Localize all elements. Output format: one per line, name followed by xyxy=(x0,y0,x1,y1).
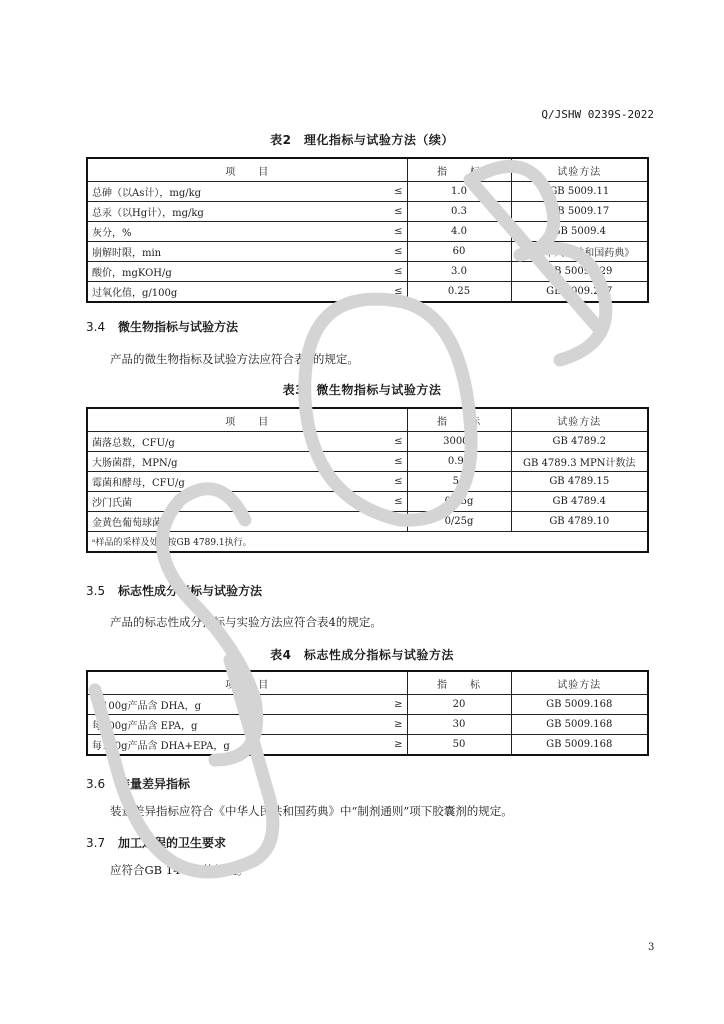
section-3-5-heading xyxy=(86,582,262,599)
table2-cell-item: 崩解时限，min xyxy=(87,242,317,262)
section-3-7-title: 加工过程的卫生要求 xyxy=(118,836,227,850)
section-3-6-text: 装量差异指标应符合《中华人民共和国药典》中“制剂通则”项下胶囊剂的规定。 xyxy=(110,804,513,818)
table2-row xyxy=(87,262,648,282)
table2-cell-operator: ≤ xyxy=(317,202,407,222)
section-3-4-number: 3.4 xyxy=(86,320,106,334)
table3-cell-method: GB 4789.3 MPN计数法 xyxy=(511,452,648,472)
table2-cell-operator: ≤ xyxy=(317,222,407,242)
table3-cell-indicator: 50 xyxy=(407,472,511,492)
table3-cell-method: GB 4789.10 xyxy=(511,512,648,532)
table4-row xyxy=(87,735,648,756)
table3-cell-operator: ≤ xyxy=(317,452,407,472)
table3-cell-operator: ≤ xyxy=(317,492,407,512)
table4-cell-item: 每100g产品含 DHA，g xyxy=(87,695,317,715)
section-3-5-text: 产品的标志性成分指标与实验方法应符合表4的规定。 xyxy=(110,615,382,629)
table4-header-method: 试验方法 xyxy=(511,671,648,695)
table2-header-method: 试验方法 xyxy=(511,158,648,182)
table2-header-row xyxy=(87,158,648,182)
table4-cell-method: GB 5009.168 xyxy=(511,715,648,735)
table3-cell-indicator: 0/25g xyxy=(407,512,511,532)
table4-cell-item: 每100g产品含 EPA，g xyxy=(87,715,317,735)
table4-cell-indicator: 50 xyxy=(407,735,511,756)
table4-header-item: 项 目 xyxy=(87,671,407,695)
table3-cell-indicator: 0/25g xyxy=(407,492,511,512)
table2-cell-method: GB 5009.17 xyxy=(511,202,648,222)
table2-cell-item: 总汞（以Hg计），mg/kg xyxy=(87,202,317,222)
table2-cell-operator: ≤ xyxy=(317,182,407,202)
table3-cell-item: 霉菌和酵母，CFU/g xyxy=(87,472,317,492)
table2-cell-operator: ≤ xyxy=(317,242,407,262)
table4-cell-method: GB 5009.168 xyxy=(511,735,648,756)
table2-row xyxy=(87,222,648,242)
table3-cell-operator: ≤ xyxy=(317,512,407,532)
document-id: Q/JSHW 0239S-2022 xyxy=(541,108,654,121)
table2-cell-indicator: 1.0 xyxy=(407,182,511,202)
table2-caption: 表2 理化指标与试验方法（续） xyxy=(270,133,454,147)
table3-cell-indicator: 30000 xyxy=(407,432,511,452)
table3 xyxy=(86,407,649,553)
table2-cell-indicator: 60 xyxy=(407,242,511,262)
table2-cell-indicator: 0.3 xyxy=(407,202,511,222)
table2-cell-item: 酸价，mgKOH/g xyxy=(87,262,317,282)
table3-row xyxy=(87,472,648,492)
table3-header-method: 试验方法 xyxy=(511,408,648,432)
table3-cell-item: 沙门氏菌 xyxy=(87,492,317,512)
table3-note-row xyxy=(87,532,648,553)
table3-cell-operator: ≤ xyxy=(317,472,407,492)
table2-cell-item: 过氧化值，g/100g xyxy=(87,282,317,303)
table3-cell-method: GB 4789.15 xyxy=(511,472,648,492)
table3-cell-method: GB 4789.2 xyxy=(511,432,648,452)
table3-cell-item: 菌落总数，CFU/g xyxy=(87,432,317,452)
section-3-6-number: 3.6 xyxy=(86,777,106,791)
table2-cell-indicator: 3.0 xyxy=(407,262,511,282)
table4-cell-method: GB 5009.168 xyxy=(511,695,648,715)
table4-cell-operator: ≥ xyxy=(317,695,407,715)
table2 xyxy=(86,157,649,303)
table2-cell-indicator: 4.0 xyxy=(407,222,511,242)
table2-cell-method: GB 5009.4 xyxy=(511,222,648,242)
table4-header-row xyxy=(87,671,648,695)
table2-cell-item: 灰分，% xyxy=(87,222,317,242)
table3-header-indicator: 指 标 xyxy=(407,408,511,432)
table3-row xyxy=(87,452,648,472)
section-3-7-text: 应符合GB 14881的规定。 xyxy=(110,863,249,877)
section-3-4-text: 产品的微生物指标及试验方法应符合表3的规定。 xyxy=(110,352,359,366)
section-3-4-title: 微生物指标与试验方法 xyxy=(118,320,239,334)
table2-header-item: 项 目 xyxy=(87,158,407,182)
table4 xyxy=(86,670,649,756)
table4-cell-operator: ≥ xyxy=(317,735,407,756)
table3-cell-operator: ≤ xyxy=(317,432,407,452)
table4-row xyxy=(87,715,648,735)
table3-header-item: 项 目 xyxy=(87,408,407,432)
section-3-6-heading xyxy=(86,775,190,792)
table4-cell-indicator: 20 xyxy=(407,695,511,715)
table4-cell-item: 每100g产品含 DHA+EPA，g xyxy=(87,735,317,756)
table2-cell-item: 总砷（以As计），mg/kg xyxy=(87,182,317,202)
table3-cell-item: 大肠菌群，MPN/g xyxy=(87,452,317,472)
table3-header-row xyxy=(87,408,648,432)
section-3-7-heading xyxy=(86,834,226,851)
table2-row xyxy=(87,282,648,303)
table3-cell-item: 金黄色葡萄球菌 xyxy=(87,512,317,532)
table2-row xyxy=(87,202,648,222)
table2-header-indicator: 指 标 xyxy=(407,158,511,182)
table2-cell-method: GB 5009.11 xyxy=(511,182,648,202)
table3-note: ᵃ样品的采样及处理按GB 4789.1执行。 xyxy=(87,532,648,553)
table4-caption: 表4 标志性成分指标与试验方法 xyxy=(270,648,454,662)
table2-cell-operator: ≤ xyxy=(317,282,407,303)
section-3-5-number: 3.5 xyxy=(86,584,106,598)
table2-row xyxy=(87,242,648,262)
table2-row xyxy=(87,182,648,202)
table3-cell-method: GB 4789.4 xyxy=(511,492,648,512)
table3-caption: 表3 微生物指标与试验方法 xyxy=(282,383,442,397)
table3-cell-indicator: 0.92 xyxy=(407,452,511,472)
table2-cell-method: GB 5009.229 xyxy=(511,262,648,282)
table3-row xyxy=(87,512,648,532)
table2-cell-operator: ≤ xyxy=(317,262,407,282)
table3-row xyxy=(87,432,648,452)
table4-cell-operator: ≥ xyxy=(317,715,407,735)
table2-cell-method: GB 5009.227 xyxy=(511,282,648,303)
section-3-6-title: 装量差异指标 xyxy=(118,777,191,791)
table2-cell-indicator: 0.25 xyxy=(407,282,511,303)
section-3-7-number: 3.7 xyxy=(86,836,106,850)
table3-row xyxy=(87,492,648,512)
table2-cell-method: 《中华人民共和国药典》 xyxy=(511,242,648,262)
table4-row xyxy=(87,695,648,715)
section-3-5-title: 标志性成分指标与试验方法 xyxy=(118,584,263,598)
section-3-4-heading xyxy=(86,318,238,335)
page-number: 3 xyxy=(648,942,655,953)
table4-cell-indicator: 30 xyxy=(407,715,511,735)
table4-header-indicator: 指 标 xyxy=(407,671,511,695)
